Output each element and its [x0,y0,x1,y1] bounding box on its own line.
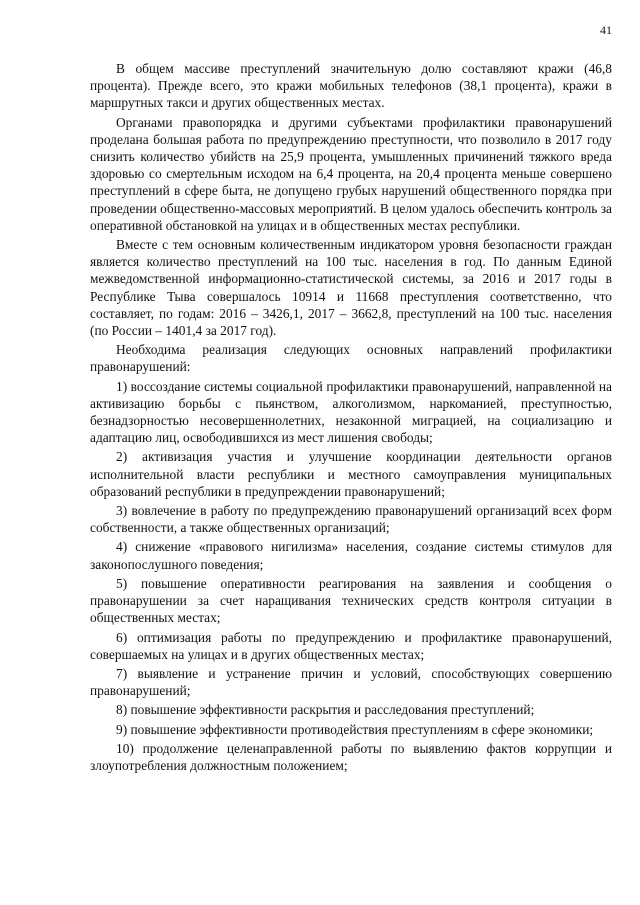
page-number: 41 [600,23,612,37]
list-item-1: 1) воссоздание системы социальной профилактики правонарушений, направленной на активизацию борьбы с пьянством, алкоголизмом, наркоманией, преступностью, безнадзорностью несовершеннолетних, незаконной миграцией, на социализацию и адаптацию лиц, освободившихся из мест лишения свободы; [90,378,612,446]
list-item-2: 2) активизация участия и улучшение координации деятельности органов исполнительной власти республики и местного самоуправления муниципальных образований республики в предупреждении правонарушений; [90,449,612,499]
list-item-9: 9) повышение эффективности противодействия преступлениям в сфере экономики; [116,721,594,737]
list-item-6: 6) оптимизация работы по предупреждению и профилактике правонарушений, совершаемых на улицах и в других общественных местах; [90,629,612,662]
list-item-8: 8) повышение эффективности раскрытия и расследования преступлений; [116,702,535,718]
document-body [90,60,612,774]
list-item-10: 10) продолжение целенаправленной работы по выявлению фактов коррупции и злоупотребления должностным положением; [90,740,612,773]
paragraph-directions-intro: Необходима реализация следующих основных направлений профилактики правонарушений: [90,342,612,375]
list-item-7: 7) выявление и устранение причин и условий, способствующих совершению правонарушений; [90,665,612,699]
paragraph-crime-indicator: Вместе с тем основным количественным индикатором уровня безопасности граждан является количество преступлений на 100 тыс. населения в год. По данным Единой межведомственной информационно-статистической системы, за 2016 и 2017 годы в Республике Тыва совершалось 10914 и 11668 преступления соответственно, что составляет, по годам: 2016 – 3426,1, 2017 – 3662,8, преступлений на 100 тыс. населения (по России – 1401,4 за 2017 год). [90,237,612,339]
paragraph-thefts: В общем массиве преступлений значительную долю составляют кражи (46,8 процента). Прежде всего, это кражи мобильных телефонов (38,1 процента), кражи в маршрутных такси и других общественных местах. [90,61,612,111]
list-item-3: 3) вовлечение в работу по предупреждению правонарушений организаций всех форм собственности, а также общественных организаций; [90,503,612,536]
list-item-4: 4) снижение «правового нигилизма» населения, создание системы стимулов для законопослушного поведения; [90,539,612,572]
list-item-5: 5) повышение оперативности реагирования на заявления и сообщения о правонарушении за счет наращивания технических средств контроля ситуации в общественных местах; [90,575,612,626]
paragraph-prevention-results: Органами правопорядка и другими субъектами профилактики правонарушений проделана большая работа по предупреждению преступности, что позволило в 2017 году снизить количество убийств на 25,9 процента, умышленных причинений тяжкого вреда здоровью со смертельным исходом на 6,4 процента, на 20,4 процента меньше совершено преступлений в сфере быта, не допущено грубых нарушений общественного порядка при проведении общественно-массовых мероприятий. В целом удалось обеспечить контроль за оперативной обстановкой на улицах и в общественных местах республики. [90,114,612,233]
